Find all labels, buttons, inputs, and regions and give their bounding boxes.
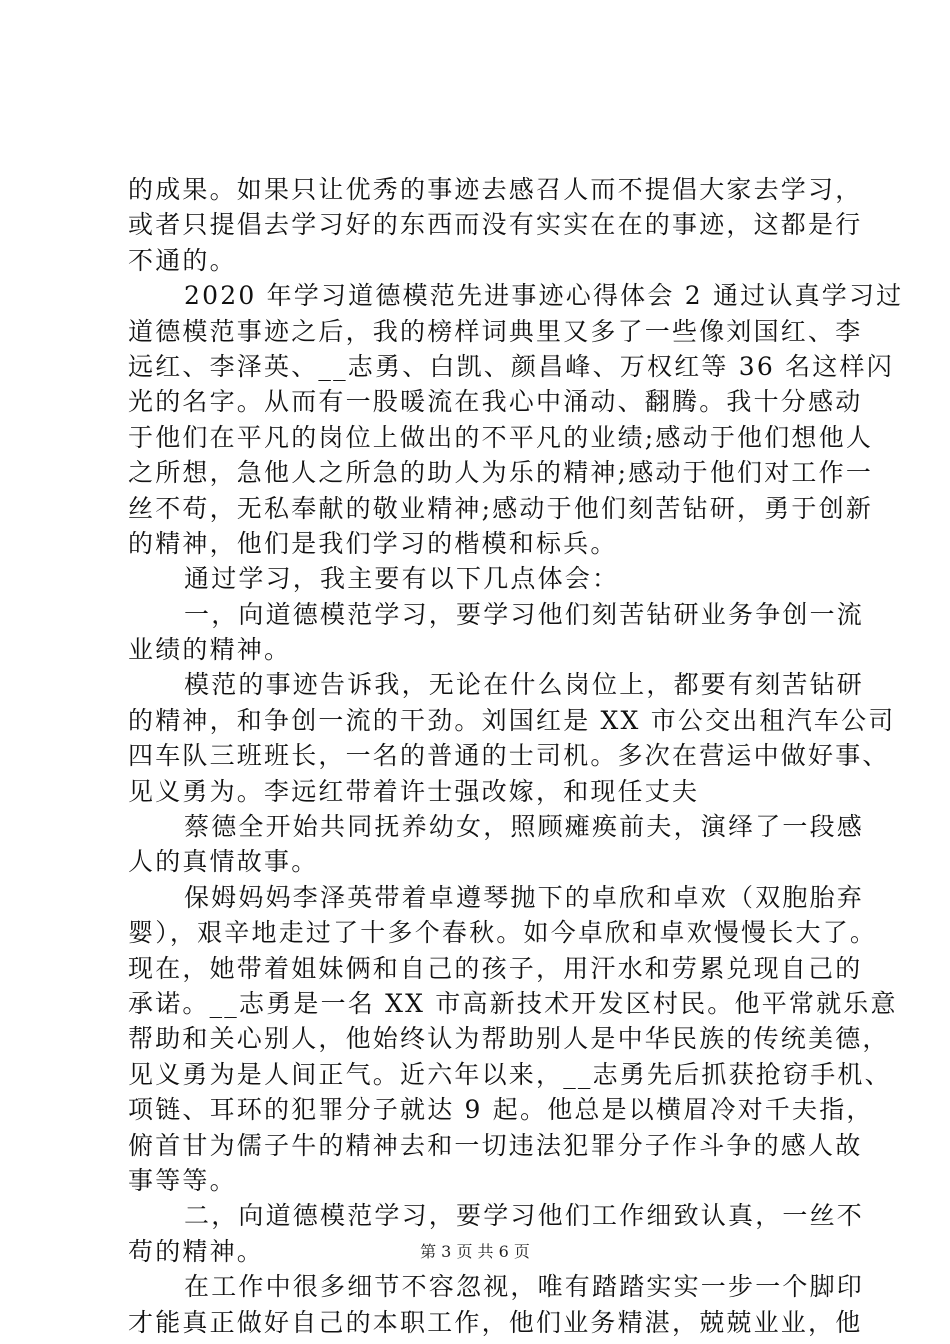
text-line: 2020 年学习道德模范先进事迹心得体会 2 通过认真学习过 [184, 281, 904, 311]
text-line: 二，向道德模范学习，要学习他们工作细致认真，一丝不 [184, 1201, 865, 1231]
text-line: 道德模范事迹之后，我的榜样词典里又多了一些像刘国红、李 [128, 316, 863, 346]
page-footer: 第 3 页 共 6 页 [420, 1242, 530, 1261]
text-line: 的精神，和争创一流的干劲。刘国红是 XX 市公交出租汽车公司 [128, 705, 896, 735]
document-body [128, 172, 904, 1340]
text-line: 丝不苟，无私奉献的敬业精神;感动于他们刻苦钻研，勇于创新 [128, 493, 874, 523]
text-line: 模范的事迹告诉我，无论在什么岗位上，都要有刻苦钻研 [184, 670, 865, 700]
text-line: 或者只提倡去学习好的东西而没有实实在在的事迹，这都是行 [128, 210, 863, 240]
text-line: 现在，她带着姐妹俩和自己的孩子，用汗水和劳累兑现自己的 [128, 953, 863, 983]
text-line: 之所想，急他人之所急的助人为乐的精神;感动于他们对工作一 [128, 458, 874, 488]
text-line: 帮助和关心别人，他始终认为帮助别人是中华民族的传统美德， [128, 1024, 890, 1054]
text-line: 一，向道德模范学习，要学习他们刻苦钻研业务争创一流 [184, 599, 865, 629]
text-line: 项链、耳环的犯罪分子就达 9 起。他总是以横眉冷对千夫指， [128, 1095, 874, 1125]
text-line: 的成果。如果只让优秀的事迹去感召人而不提倡大家去学习， [128, 175, 863, 204]
text-line: 远红、李泽英、__志勇、白凯、颜昌峰、万权红等 36 名这样闪 [128, 351, 894, 381]
text-line: 四车队三班班长，一名的普通的士司机。多次在营运中做好事、 [128, 741, 890, 771]
text-line: 通过学习，我主要有以下几点体会： [184, 564, 620, 594]
text-line: 于他们在平凡的岗位上做出的不平凡的业绩;感动于他们想他人 [128, 422, 874, 452]
text-line: 光的名字。从而有一股暖流在我心中涌动、翻腾。我十分感动 [128, 387, 863, 417]
text-line: 业绩的精神。 [128, 635, 292, 665]
text-line: 才能真正做好自己的本职工作，他们业务精湛，兢兢业业，他 [128, 1307, 863, 1337]
text-line: 俯首甘为儒子牛的精神去和一切违法犯罪分子作斗争的感人故 [128, 1130, 863, 1160]
text-line: 见义勇为。李远红带着许士强改嫁，和现任丈夫 [128, 776, 700, 806]
text-line: 事等等。 [128, 1165, 237, 1195]
text-line: 的精神，他们是我们学习的楷模和标兵。 [128, 528, 618, 558]
text-line: 人的真情故事。 [128, 847, 319, 877]
text-line: 婴），艰辛地走过了十多个春秋。如今卓欣和卓欢慢慢长大了。 [128, 918, 878, 948]
text-line: 蔡德全开始共同抚养幼女，照顾瘫痪前夫，演绎了一段感 [184, 812, 865, 842]
text-line: 苟的精神。 [128, 1236, 265, 1266]
text-line: 保姆妈妈李泽英带着卓遵琴抛下的卓欣和卓欢（双胞胎弃 [184, 882, 865, 912]
text-line: 不通的。 [128, 245, 237, 275]
text-line: 承诺。__志勇是一名 XX 市高新技术开发区村民。他平常就乐意 [128, 988, 898, 1018]
text-line: 见义勇为是人间正气。近六年以来，__志勇先后抓获抢窃手机、 [128, 1059, 892, 1089]
text-line: 在工作中很多细节不容忽视，唯有踏踏实实一步一个脚印 [184, 1272, 865, 1302]
